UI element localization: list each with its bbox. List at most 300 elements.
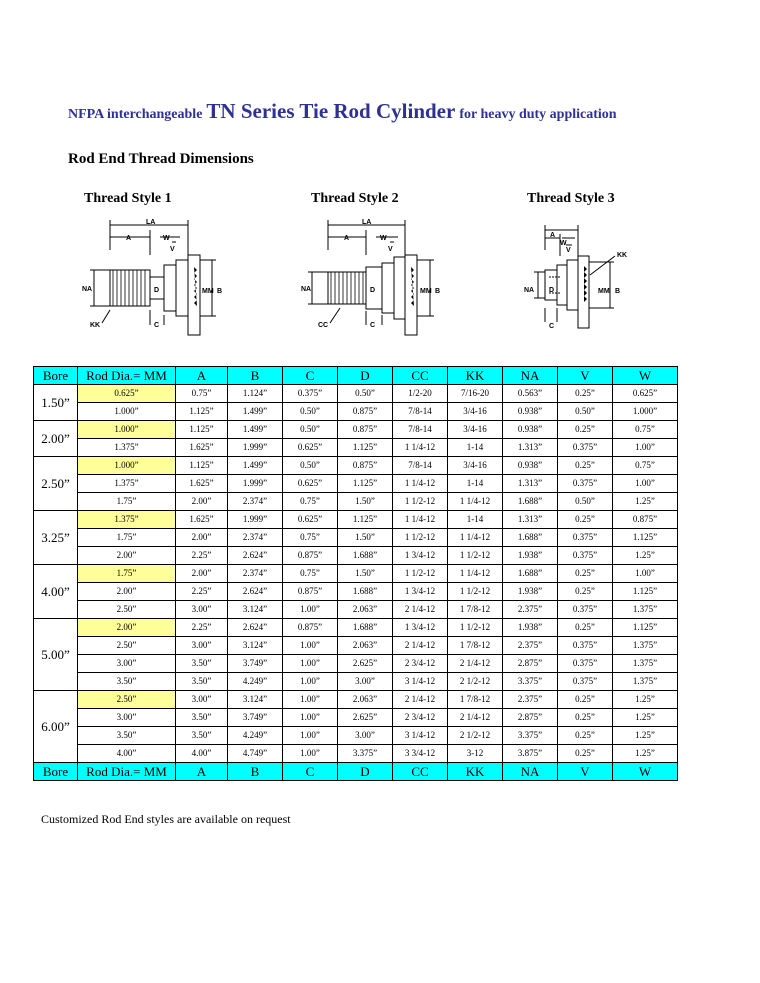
thread-style-1-drawing	[80, 215, 230, 340]
table-cell: 2.063”	[338, 601, 393, 619]
table-cell: 1 7/8-12	[448, 601, 503, 619]
column-header: B	[228, 763, 283, 781]
table-cell: 1.625”	[176, 439, 228, 457]
rod-dia-cell: 3.50”	[78, 673, 176, 691]
column-header: C	[283, 367, 338, 385]
table-cell: 1.50”	[338, 565, 393, 583]
table-cell: 3.00”	[338, 673, 393, 691]
table-cell: 3.00”	[338, 727, 393, 745]
table-cell: 1.00”	[283, 727, 338, 745]
table-cell: 1.999”	[228, 511, 283, 529]
rod-dia-cell: 1.000”	[78, 421, 176, 439]
table-cell: 1-14	[448, 475, 503, 493]
t1-callout-kk: KK	[90, 322, 101, 329]
table-cell: 1.000”	[613, 403, 678, 421]
table-row	[34, 511, 678, 529]
table-body	[34, 385, 678, 763]
table-cell: 2.875”	[503, 709, 558, 727]
table-cell: 0.75”	[283, 529, 338, 547]
table-cell: 3.375”	[338, 745, 393, 763]
rod-dia-cell: 3.00”	[78, 655, 176, 673]
table-cell: 3.50”	[176, 655, 228, 673]
column-header: A	[176, 367, 228, 385]
column-header: NA	[503, 367, 558, 385]
table-cell: 3-12	[448, 745, 503, 763]
table-cell: 0.375”	[283, 385, 338, 403]
table-cell: 3.00”	[176, 601, 228, 619]
rod-dia-cell: 3.00”	[78, 709, 176, 727]
table-cell: 0.625”	[283, 511, 338, 529]
t3-callout-w: W	[560, 240, 567, 247]
table-cell: 2.25”	[176, 583, 228, 601]
table-row	[34, 583, 678, 601]
t1-callout-a: A	[126, 235, 132, 242]
thread-style-3-drawing	[520, 220, 640, 335]
table-cell: 3/4-16	[448, 457, 503, 475]
title-suffix: for heavy duty application	[459, 107, 617, 122]
table-row	[34, 439, 678, 457]
table-cell: 2.25”	[176, 619, 228, 637]
table-cell: 0.875”	[283, 619, 338, 637]
table-cell: 1.999”	[228, 475, 283, 493]
table-cell: 1.00”	[283, 673, 338, 691]
column-header: Rod Dia.= MM	[78, 367, 176, 385]
table-cell: 1.125”	[176, 457, 228, 475]
table-cell: 1.313”	[503, 439, 558, 457]
thread-style-3-diagram	[520, 220, 640, 340]
t2-callout-na: NA	[301, 286, 312, 293]
table-cell: 1 7/8-12	[448, 637, 503, 655]
table-cell: 0.875”	[338, 421, 393, 439]
table-cell: 1 1/2-12	[448, 619, 503, 637]
table-cell: 2.875”	[503, 655, 558, 673]
header-bottom-row	[34, 763, 678, 781]
table-cell: 1.00”	[283, 709, 338, 727]
table-cell: 1.124”	[228, 385, 283, 403]
table-cell: 0.938”	[503, 457, 558, 475]
table-cell: 1.688”	[338, 619, 393, 637]
table-cell: 1 1/4-12	[448, 529, 503, 547]
bore-cell: 2.00”	[34, 421, 78, 457]
bore-cell: 4.00”	[34, 565, 78, 619]
column-header: W	[613, 367, 678, 385]
table-cell: 0.375”	[558, 475, 613, 493]
table-cell: 2.375”	[503, 691, 558, 709]
table-cell: 0.875”	[283, 583, 338, 601]
table-cell: 3/4-16	[448, 421, 503, 439]
table-cell: 0.25”	[558, 565, 613, 583]
t2-callout-v: V	[388, 246, 393, 253]
table-cell: 3.00”	[176, 691, 228, 709]
rod-dia-cell: 0.625”	[78, 385, 176, 403]
table-cell: 1.125”	[176, 403, 228, 421]
table-cell: 0.75”	[613, 457, 678, 475]
table-cell: 0.50”	[283, 403, 338, 421]
table-cell: 1 3/4-12	[393, 583, 448, 601]
table-cell: 0.875”	[283, 547, 338, 565]
column-header: B	[228, 367, 283, 385]
table-cell: 1.25”	[613, 745, 678, 763]
bore-cell: 3.25”	[34, 511, 78, 565]
table-cell: 0.875”	[338, 457, 393, 475]
table-cell: 2.375”	[503, 637, 558, 655]
table-cell: 2.375”	[503, 601, 558, 619]
thread-style-2-diagram	[300, 215, 450, 345]
table-cell: 1.375”	[613, 673, 678, 691]
table-cell: 0.50”	[283, 421, 338, 439]
table-cell: 0.25”	[558, 511, 613, 529]
table-row	[34, 709, 678, 727]
page-title	[68, 99, 617, 124]
table-cell: 1.375”	[613, 655, 678, 673]
table-cell: 3.749”	[228, 709, 283, 727]
table-cell: 1.125”	[613, 583, 678, 601]
table-cell: 1.00”	[283, 655, 338, 673]
table-cell: 4.249”	[228, 673, 283, 691]
rod-end-dimensions-table	[33, 366, 678, 781]
t3-callout-d: D	[549, 287, 555, 294]
table-cell: 1.00”	[613, 475, 678, 493]
table-cell: 0.50”	[338, 385, 393, 403]
bore-cell: 2.50”	[34, 457, 78, 511]
table-row	[34, 745, 678, 763]
table-cell: 2.374”	[228, 493, 283, 511]
table-cell: 1.999”	[228, 439, 283, 457]
table-cell: 1.688”	[338, 547, 393, 565]
table-cell: 1.313”	[503, 475, 558, 493]
title-prefix: NFPA interchangeable	[68, 107, 203, 122]
t3-callout-kk: KK	[617, 252, 628, 259]
t1-callout-b: B	[217, 288, 223, 295]
table-cell: 0.375”	[558, 439, 613, 457]
section-title: Rod End Thread Dimensions	[68, 151, 254, 167]
table-cell: 1.938”	[503, 547, 558, 565]
table-row	[34, 601, 678, 619]
table-cell: 1.938”	[503, 583, 558, 601]
bore-cell: 6.00”	[34, 691, 78, 763]
column-header: V	[558, 763, 613, 781]
table-cell: 0.375”	[558, 601, 613, 619]
table-cell: 1.00”	[283, 745, 338, 763]
table-cell: 7/8-14	[393, 421, 448, 439]
table-cell: 0.50”	[283, 457, 338, 475]
table-cell: 1 1/2-12	[448, 547, 503, 565]
table-cell: 1 3/4-12	[393, 619, 448, 637]
table-cell: 4.00”	[176, 745, 228, 763]
table-cell: 0.25”	[558, 457, 613, 475]
table-row	[34, 457, 678, 475]
table-cell: 2 1/2-12	[448, 673, 503, 691]
thread-style-3-label: Thread Style 3	[527, 191, 615, 206]
table-cell: 1 1/4-12	[393, 511, 448, 529]
table-cell: 1.499”	[228, 457, 283, 475]
table-cell: 1/2-20	[393, 385, 448, 403]
t3-callout-mm: MM	[598, 288, 610, 295]
table-cell: 1 7/8-12	[448, 691, 503, 709]
table-cell: 0.875”	[338, 403, 393, 421]
table-cell: 1.25”	[613, 493, 678, 511]
table-row	[34, 637, 678, 655]
t3-callout-a: A	[550, 232, 556, 239]
table-cell: 1.125”	[613, 619, 678, 637]
table-row	[34, 565, 678, 583]
column-header: D	[338, 367, 393, 385]
table-cell: 7/16-20	[448, 385, 503, 403]
table-cell: 0.375”	[558, 655, 613, 673]
table-cell: 1.688”	[503, 565, 558, 583]
table-cell: 1.938”	[503, 619, 558, 637]
table-cell: 3.124”	[228, 691, 283, 709]
table-cell: 1.499”	[228, 421, 283, 439]
table-cell: 1.00”	[283, 691, 338, 709]
t2-callout-a: A	[344, 235, 350, 242]
table-cell: 1 1/4-12	[393, 475, 448, 493]
table-cell: 0.938”	[503, 403, 558, 421]
rod-dia-cell: 1.375”	[78, 439, 176, 457]
table-row	[34, 727, 678, 745]
t2-callout-la: LA	[362, 219, 372, 226]
rod-dia-cell: 1.000”	[78, 457, 176, 475]
table-cell: 1.688”	[503, 529, 558, 547]
table-cell: 1.125”	[338, 511, 393, 529]
table-header-top	[34, 367, 678, 385]
table-cell: 2.374”	[228, 565, 283, 583]
t1-callout-d: D	[154, 287, 160, 294]
table-cell: 0.25”	[558, 691, 613, 709]
table-cell: 2 1/4-12	[393, 691, 448, 709]
table-cell: 1-14	[448, 439, 503, 457]
thread-style-1-diagram	[80, 215, 230, 345]
table-row	[34, 619, 678, 637]
table-cell: 1.125”	[338, 439, 393, 457]
table-row	[34, 691, 678, 709]
rod-dia-cell: 1.75”	[78, 529, 176, 547]
table-cell: 1.25”	[613, 727, 678, 745]
rod-dia-cell: 2.50”	[78, 691, 176, 709]
table-cell: 0.25”	[558, 385, 613, 403]
table-header-bottom	[34, 763, 678, 781]
table-cell: 2.624”	[228, 619, 283, 637]
table-cell: 0.625”	[283, 475, 338, 493]
table-cell: 0.75”	[613, 421, 678, 439]
table-cell: 0.25”	[558, 421, 613, 439]
t1-callout-v: V	[170, 246, 175, 253]
table-cell: 1 1/2-12	[448, 583, 503, 601]
rod-dia-cell: 1.375”	[78, 475, 176, 493]
table-row	[34, 493, 678, 511]
table-cell: 0.50”	[558, 493, 613, 511]
table-cell: 1.25”	[613, 709, 678, 727]
t3-callout-b: B	[615, 288, 621, 295]
table-cell: 0.75”	[176, 385, 228, 403]
table-cell: 2 1/2-12	[448, 727, 503, 745]
t2-callout-c: C	[370, 322, 376, 329]
rod-dia-cell: 1.375”	[78, 511, 176, 529]
table-cell: 4.749”	[228, 745, 283, 763]
table-cell: 2.00”	[176, 565, 228, 583]
table-cell: 2.625”	[338, 655, 393, 673]
column-header: Rod Dia.= MM	[78, 763, 176, 781]
table-cell: 3.375”	[503, 673, 558, 691]
table-row	[34, 421, 678, 439]
table-cell: 2.063”	[338, 637, 393, 655]
table-cell: 1.375”	[613, 601, 678, 619]
rod-dia-cell: 4.00”	[78, 745, 176, 763]
table-cell: 2 1/4-12	[393, 637, 448, 655]
table-cell: 2 3/4-12	[393, 709, 448, 727]
thread-style-2-label: Thread Style 2	[311, 191, 399, 206]
rod-dia-cell: 2.00”	[78, 583, 176, 601]
table-cell: 1 1/2-12	[393, 565, 448, 583]
table-row	[34, 673, 678, 691]
rod-dia-cell: 1.75”	[78, 565, 176, 583]
table-cell: 4.249”	[228, 727, 283, 745]
t1-callout-c: C	[154, 322, 160, 329]
header-top-row	[34, 367, 678, 385]
table-cell: 0.25”	[558, 745, 613, 763]
title-series-name: TN Series Tie Rod Cylinder	[206, 99, 456, 123]
table-cell: 0.625”	[283, 439, 338, 457]
column-header: NA	[503, 763, 558, 781]
thread-style-1-label: Thread Style 1	[84, 191, 172, 206]
table-cell: 0.875”	[613, 511, 678, 529]
table-cell: 1 1/2-12	[393, 529, 448, 547]
table-cell: 1.125”	[338, 475, 393, 493]
table-cell: 0.375”	[558, 673, 613, 691]
rod-dia-cell: 1.000”	[78, 403, 176, 421]
t3-callout-na: NA	[524, 287, 535, 294]
table-cell: 1.00”	[283, 601, 338, 619]
table-cell: 1.50”	[338, 529, 393, 547]
column-header: V	[558, 367, 613, 385]
table-cell: 0.50”	[558, 403, 613, 421]
table-cell: 3.875”	[503, 745, 558, 763]
column-header: C	[283, 763, 338, 781]
table-cell: 0.375”	[558, 529, 613, 547]
table-cell: 0.75”	[283, 493, 338, 511]
bore-cell: 5.00”	[34, 619, 78, 691]
t1-callout-mm: MM	[202, 288, 214, 295]
table-cell: 7/8-14	[393, 457, 448, 475]
table-cell: 0.25”	[558, 727, 613, 745]
t2-callout-d: D	[370, 287, 376, 294]
table-cell: 1 1/2-12	[393, 493, 448, 511]
t1-callout-la: LA	[146, 219, 156, 226]
table-cell: 3.00”	[176, 637, 228, 655]
column-header: Bore	[34, 763, 78, 781]
table-cell: 1.50”	[338, 493, 393, 511]
rod-dia-cell: 2.50”	[78, 601, 176, 619]
t1-callout-w: W	[163, 235, 170, 242]
table-cell: 1.375”	[613, 637, 678, 655]
table-cell: 1.25”	[613, 547, 678, 565]
table-cell: 0.375”	[558, 547, 613, 565]
t2-callout-mm: MM	[420, 288, 432, 295]
column-header: KK	[448, 763, 503, 781]
table-cell: 0.938”	[503, 421, 558, 439]
rod-dia-cell: 2.50”	[78, 637, 176, 655]
table-cell: 1.313”	[503, 511, 558, 529]
table-cell: 2.624”	[228, 547, 283, 565]
table-cell: 3 3/4-12	[393, 745, 448, 763]
table-cell: 2.00”	[176, 493, 228, 511]
table-cell: 2.374”	[228, 529, 283, 547]
column-header: W	[613, 763, 678, 781]
table-row	[34, 385, 678, 403]
table-cell: 1 1/4-12	[393, 439, 448, 457]
t3-callout-v: V	[566, 247, 571, 254]
table-cell: 1.00”	[613, 439, 678, 457]
table-cell: 3.124”	[228, 637, 283, 655]
column-header: D	[338, 763, 393, 781]
table-cell: 7/8-14	[393, 403, 448, 421]
table-cell: 1.125”	[176, 421, 228, 439]
table-cell: 0.25”	[558, 583, 613, 601]
column-header: CC	[393, 367, 448, 385]
table-cell: 2 1/4-12	[448, 709, 503, 727]
table-cell: 1.499”	[228, 403, 283, 421]
bore-cell: 1.50”	[34, 385, 78, 421]
table-cell: 3.50”	[176, 673, 228, 691]
table-cell: 0.375”	[558, 637, 613, 655]
table-cell: 1.625”	[176, 511, 228, 529]
table-cell: 2 1/4-12	[393, 601, 448, 619]
table-cell: 0.25”	[558, 619, 613, 637]
t2-callout-w: W	[380, 235, 387, 242]
column-header: KK	[448, 367, 503, 385]
column-header: A	[176, 763, 228, 781]
rod-dia-cell: 2.00”	[78, 547, 176, 565]
table-cell: 1 1/4-12	[448, 565, 503, 583]
table-cell: 3.50”	[176, 709, 228, 727]
table-cell: 0.625”	[613, 385, 678, 403]
table-cell: 1.00”	[283, 637, 338, 655]
table-cell: 3 1/4-12	[393, 727, 448, 745]
rod-dia-cell: 1.75”	[78, 493, 176, 511]
table-cell: 3.375”	[503, 727, 558, 745]
footnote: Customized Rod End styles are available on request	[41, 812, 291, 826]
t2-callout-cc: CC	[318, 322, 329, 329]
thread-style-2-drawing	[300, 215, 450, 340]
rod-dia-cell: 3.50”	[78, 727, 176, 745]
table-cell: 1.688”	[338, 583, 393, 601]
table-cell: 1.688”	[503, 493, 558, 511]
table-cell: 1.25”	[613, 691, 678, 709]
table-cell: 2.063”	[338, 691, 393, 709]
table-cell: 3.749”	[228, 655, 283, 673]
table-cell: 1 1/4-12	[448, 493, 503, 511]
table-cell: 0.25”	[558, 709, 613, 727]
table-row	[34, 547, 678, 565]
table-cell: 3 1/4-12	[393, 673, 448, 691]
column-header: Bore	[34, 367, 78, 385]
table-row	[34, 403, 678, 421]
table-row	[34, 529, 678, 547]
table-cell: 2 1/4-12	[448, 655, 503, 673]
table-cell: 2.624”	[228, 583, 283, 601]
table-row	[34, 475, 678, 493]
table-cell: 2.625”	[338, 709, 393, 727]
table-cell: 2.00”	[176, 529, 228, 547]
t3-callout-c: C	[549, 323, 555, 330]
table-cell: 0.75”	[283, 565, 338, 583]
table-cell: 1.125”	[613, 529, 678, 547]
t1-callout-na: NA	[82, 286, 93, 293]
table-cell: 0.563”	[503, 385, 558, 403]
table-cell: 3/4-16	[448, 403, 503, 421]
table-cell: 2.25”	[176, 547, 228, 565]
table-cell: 1-14	[448, 511, 503, 529]
